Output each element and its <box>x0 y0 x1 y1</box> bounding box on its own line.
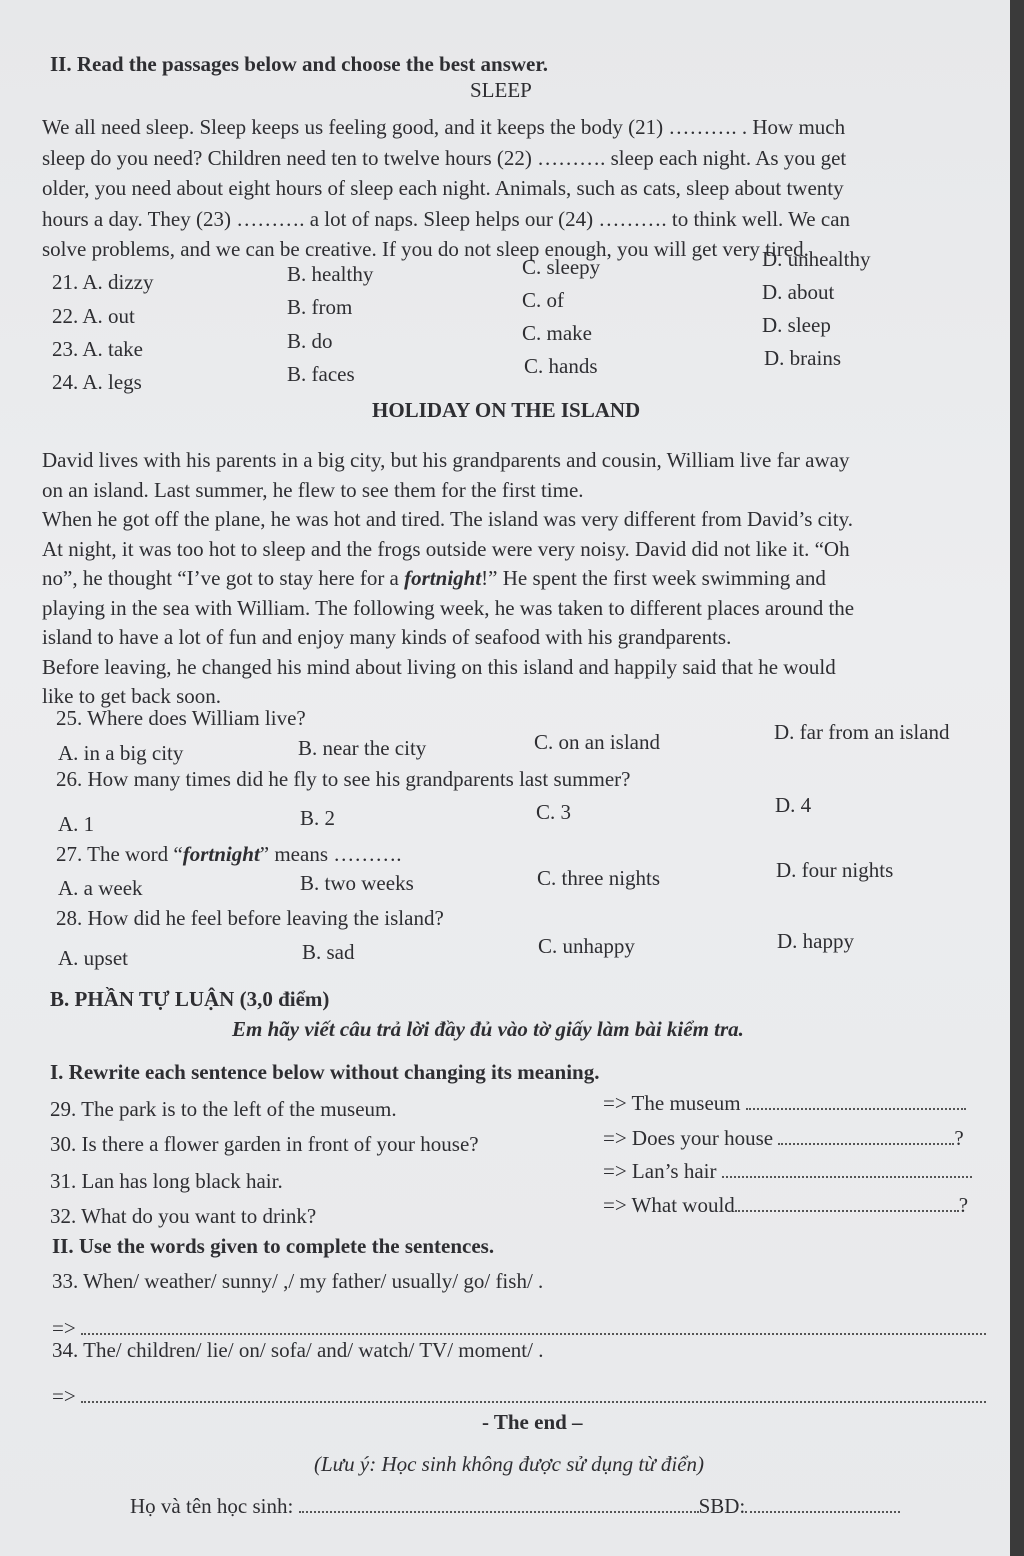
part-b-instruction: Em hãy viết câu trả lời đầy đủ vào tờ giấy làm bài kiểm tra. <box>232 1017 744 1041</box>
answer-line[interactable] <box>746 1094 966 1110</box>
answer-arrow: => <box>52 1316 76 1340</box>
line-text: !” He spent the first week swimming and <box>481 566 826 590</box>
option-a[interactable]: 22. A. out <box>52 304 135 328</box>
sbd-field[interactable] <box>745 1497 900 1513</box>
answer-arrow: => <box>52 1384 76 1408</box>
option-d[interactable]: D. sleep <box>762 313 831 337</box>
option-d[interactable]: D. four nights <box>776 858 894 882</box>
answer-line[interactable] <box>81 1387 986 1403</box>
answer-prompt: => Lan’s hair <box>603 1159 717 1183</box>
option-d[interactable]: D. about <box>762 280 835 304</box>
option-a[interactable]: A. in a big city <box>58 741 184 765</box>
option-d[interactable]: D. far from an island <box>774 720 950 744</box>
question-26: 26. How many times did he fly to see his grandparents last summer? <box>56 767 631 791</box>
option-b[interactable]: B. do <box>287 329 333 353</box>
option-b[interactable]: B. faces <box>287 362 355 386</box>
option-c[interactable]: C. make <box>522 321 592 345</box>
option-c[interactable]: C. of <box>522 288 564 312</box>
sbd-label: SBD: <box>698 1494 746 1518</box>
answer-line[interactable] <box>735 1196 959 1212</box>
option-b[interactable]: B. sad <box>302 940 355 964</box>
holiday-title: HOLIDAY ON THE ISLAND <box>372 398 641 422</box>
question-text: ” means ………. <box>259 842 402 866</box>
name-field[interactable] <box>299 1497 699 1513</box>
holiday-passage <box>42 446 982 712</box>
fortnight-word: fortnight <box>182 842 260 866</box>
question-30: 30. Is there a flower garden in front of your house? <box>50 1132 479 1156</box>
question-25: 25. Where does William live? <box>56 706 306 730</box>
answer-29 <box>603 1091 966 1116</box>
option-b[interactable]: B. two weeks <box>300 871 414 895</box>
option-c[interactable]: C. hands <box>524 354 598 378</box>
answer-prompt: => What would <box>603 1193 735 1217</box>
option-c[interactable]: C. 3 <box>536 800 572 824</box>
line-text: no”, he thought “I’ve got to stay here for a <box>42 566 405 590</box>
answer-prompt: => The museum <box>603 1091 741 1115</box>
passage-line <box>42 564 982 594</box>
answer-end: ? <box>958 1193 969 1217</box>
question-31: 31. Lan has long black hair. <box>50 1169 283 1193</box>
option-d[interactable]: D. brains <box>764 346 841 370</box>
answer-31 <box>603 1159 972 1184</box>
option-c[interactable]: C. unhappy <box>538 934 635 958</box>
answer-34 <box>52 1384 1002 1409</box>
option-c[interactable]: C. sleepy <box>522 255 601 279</box>
sleep-title: SLEEP <box>470 78 532 102</box>
question-27 <box>56 842 402 867</box>
passage-line: hours a day. They (23) ………. a lot of naps. Sleep helps our (24) ………. to think well. We can <box>42 206 851 231</box>
passage-line: We all need sleep. Sleep keeps us feeling good, and it keeps the body (21) ………. . How much <box>42 115 846 139</box>
option-a[interactable]: A. 1 <box>58 812 95 836</box>
option-a[interactable]: 24. A. legs <box>52 370 142 394</box>
sleep-passage <box>42 112 982 265</box>
passage-line: playing in the sea with William. The following week, he was taken to different places around the <box>42 595 855 620</box>
answer-30 <box>603 1126 964 1151</box>
passage-line: like to get back soon. <box>42 684 222 708</box>
option-c[interactable]: C. on an island <box>534 730 660 754</box>
fortnight-word: fortnight <box>404 566 482 590</box>
part-b-title: B. PHẦN TỰ LUẬN (3,0 điểm) <box>50 987 330 1011</box>
name-label: Họ và tên học sinh: <box>130 1494 294 1518</box>
option-b[interactable]: B. from <box>287 295 353 319</box>
passage-line: solve problems, and we can be creative. If you do not sleep enough, you will get very tired. <box>42 237 809 261</box>
passage-line: David lives with his parents in a big city, but his grandparents and cousin, William live far away <box>42 448 850 472</box>
answer-line[interactable] <box>81 1319 986 1335</box>
option-b[interactable]: B. healthy <box>287 262 374 286</box>
answer-line[interactable] <box>778 1129 954 1145</box>
passage-line: When he got off the plane, he was hot and tired. The island was very different from David’s city. <box>42 507 853 531</box>
the-end: - The end – <box>482 1410 583 1434</box>
question-32: 32. What do you want to drink? <box>50 1204 317 1228</box>
question-text: 27. The word “ <box>56 842 183 866</box>
student-info <box>130 1494 900 1519</box>
passage-line: At night, it was too hot to sleep and the frogs outside were very noisy. David did not like it. “Oh <box>42 536 850 561</box>
question-29: 29. The park is to the left of the museum. <box>50 1097 397 1121</box>
option-d[interactable]: D. 4 <box>775 793 812 817</box>
option-d[interactable]: D. unhealthy <box>762 247 871 271</box>
passage-line: Before leaving, he changed his mind about living on this island and happily said that he would <box>42 654 836 679</box>
note: (Lưu ý: Học sinh không được sử dụng từ điển) <box>314 1452 705 1476</box>
answer-line[interactable] <box>722 1162 972 1178</box>
passage-line: island to have a lot of fun and enjoy many kinds of seafood with his grandparents. <box>42 625 732 649</box>
option-b[interactable]: B. 2 <box>300 806 336 830</box>
option-d[interactable]: D. happy <box>777 929 854 953</box>
question-34: 34. The/ children/ lie/ on/ sofa/ and/ watch/ TV/ moment/ . <box>52 1338 544 1362</box>
answer-32 <box>603 1193 968 1218</box>
passage-line: sleep do you need? Children need ten to twelve hours (22) ………. sleep each night. As you get <box>42 145 847 170</box>
rewrite-header: I. Rewrite each sentence below without changing its meaning. <box>50 1060 600 1084</box>
option-a[interactable]: A. a week <box>58 876 143 900</box>
passage-line: older, you need about eight hours of sleep each night. Animals, such as cats, sleep about twenty <box>42 176 844 200</box>
option-a[interactable]: 23. A. take <box>52 337 143 361</box>
passage-line: on an island. Last summer, he flew to see them for the first time. <box>42 477 584 502</box>
answer-end: ? <box>954 1126 964 1150</box>
option-c[interactable]: C. three nights <box>537 866 661 890</box>
option-a[interactable]: A. upset <box>58 946 128 970</box>
question-33: 33. When/ weather/ sunny/ ,/ my father/ usually/ go/ fish/ . <box>52 1269 544 1293</box>
part2-header: II. Read the passages below and choose the best answer. <box>50 52 549 76</box>
words-header: II. Use the words given to complete the sentences. <box>52 1234 495 1258</box>
answer-prompt: => Does your house <box>603 1126 774 1150</box>
option-b[interactable]: B. near the city <box>298 736 427 760</box>
question-28: 28. How did he feel before leaving the island? <box>56 906 444 930</box>
option-a[interactable]: 21. A. dizzy <box>52 270 154 294</box>
